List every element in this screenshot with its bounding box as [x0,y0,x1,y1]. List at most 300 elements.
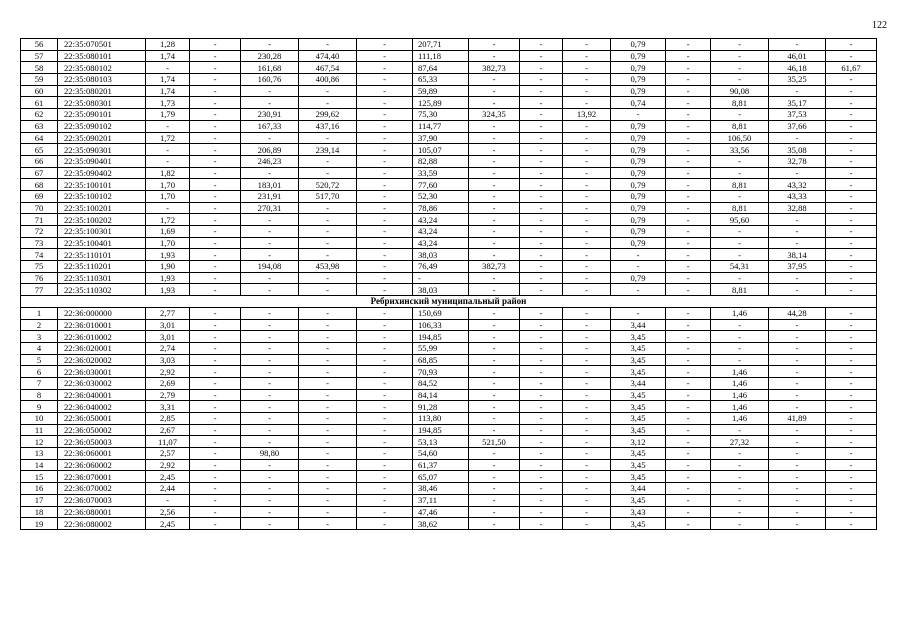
cadastral-code-cell: 22:35:080102 [58,62,146,74]
section-header-group [21,296,877,308]
value-cell: 2,92 [146,459,190,471]
value-cell: - [357,436,413,448]
value-cell: 324,35 [469,109,520,121]
value-cell: 3,45 [611,448,666,460]
value-cell: - [190,366,241,378]
value-cell: - [769,331,826,343]
value-cell: - [469,448,520,460]
value-cell: 38,14 [769,249,826,261]
value-cell: - [241,237,299,249]
value-cell: - [190,132,241,144]
value-cell: - [520,249,563,261]
value-cell: 3,45 [611,389,666,401]
value-cell: - [469,132,520,144]
value-cell: - [469,424,520,436]
value-cell: 1,46 [711,307,769,319]
value-cell: - [241,272,299,284]
value-cell: 3,31 [146,401,190,413]
value-cell: - [469,342,520,354]
value-cell: - [146,62,190,74]
cadastral-code-cell: 22:36:070002 [58,483,146,495]
value-cell: - [666,155,711,167]
value-cell: - [666,424,711,436]
value-cell: - [711,518,769,530]
value-cell: - [563,471,611,483]
row-number-cell: 1 [21,307,58,319]
table-row [21,319,877,331]
row-number-cell: 18 [21,506,58,518]
value-cell: 0,79 [611,74,666,86]
value-cell: 8,81 [711,97,769,109]
value-cell: - [299,494,357,506]
value-cell: - [769,354,826,366]
value-cell: - [469,354,520,366]
table-row [21,214,877,226]
value-cell: 3,45 [611,366,666,378]
row-number-cell: 56 [21,39,58,51]
table-row [21,85,877,97]
value-cell: - [666,237,711,249]
value-cell: - [563,413,611,425]
cadastral-code-cell: 22:35:110302 [58,284,146,296]
value-cell: - [190,237,241,249]
value-cell: - [666,389,711,401]
value-cell: 68,85 [413,354,469,366]
value-cell: 382,73 [469,62,520,74]
value-cell: - [190,109,241,121]
value-cell: - [520,319,563,331]
value-cell: - [469,284,520,296]
value-cell: 1,28 [146,39,190,51]
value-cell: - [520,261,563,273]
value-cell: - [826,342,877,354]
value-cell: - [241,226,299,238]
value-cell: - [520,50,563,62]
value-cell: 517,70 [299,190,357,202]
value-cell: 521,50 [469,436,520,448]
row-number-cell: 19 [21,518,58,530]
value-cell: - [826,109,877,121]
value-cell: - [563,249,611,261]
value-cell: - [711,155,769,167]
value-cell: - [299,39,357,51]
value-cell: 35,17 [769,97,826,109]
value-cell: - [241,39,299,51]
value-cell: 167,33 [241,120,299,132]
value-cell: - [357,167,413,179]
value-cell: - [469,518,520,530]
value-cell: - [299,354,357,366]
value-cell: - [299,97,357,109]
table-row [21,190,877,202]
cadastral-code-cell: 22:35:080103 [58,74,146,86]
value-cell: - [769,237,826,249]
row-number-cell: 2 [21,319,58,331]
value-cell: 194,85 [413,331,469,343]
cadastral-code-cell: 22:36:070003 [58,494,146,506]
value-cell: - [357,50,413,62]
value-cell: - [146,144,190,156]
value-cell: - [469,167,520,179]
value-cell: - [357,494,413,506]
value-cell: 43,24 [413,214,469,226]
value-cell: - [611,261,666,273]
value-cell: - [826,471,877,483]
value-cell: - [299,132,357,144]
value-cell: 437,16 [299,120,357,132]
cadastral-code-cell: 22:35:110101 [58,249,146,261]
value-cell: 0,79 [611,202,666,214]
value-cell: - [563,389,611,401]
value-cell: - [520,377,563,389]
value-cell: - [241,377,299,389]
value-cell: - [190,272,241,284]
value-cell: 3,45 [611,518,666,530]
value-cell: - [666,167,711,179]
value-cell: - [299,401,357,413]
value-cell: - [299,389,357,401]
value-cell: - [241,354,299,366]
value-cell: - [520,109,563,121]
value-cell: 3,45 [611,354,666,366]
value-cell: - [769,483,826,495]
value-cell: - [826,74,877,86]
table-body-district-22-35 [21,39,877,296]
value-cell: - [826,155,877,167]
row-number-cell: 60 [21,85,58,97]
value-cell: - [190,167,241,179]
cadastral-code-cell: 22:35:100401 [58,237,146,249]
value-cell: 78,86 [413,202,469,214]
value-cell: - [190,448,241,460]
value-cell: 35,08 [769,144,826,156]
row-number-cell: 10 [21,413,58,425]
value-cell: - [146,202,190,214]
cadastral-code-cell: 22:35:100301 [58,226,146,238]
value-cell: - [299,506,357,518]
value-cell: - [666,331,711,343]
row-number-cell: 15 [21,471,58,483]
value-cell: - [826,237,877,249]
row-number-cell: 77 [21,284,58,296]
value-cell: - [563,214,611,226]
value-cell: 8,81 [711,120,769,132]
value-cell: - [357,506,413,518]
value-cell: 0,79 [611,39,666,51]
value-cell: - [563,144,611,156]
value-cell: - [563,74,611,86]
table-row [21,39,877,51]
value-cell: - [826,39,877,51]
value-cell: - [299,331,357,343]
value-cell: 54,60 [413,448,469,460]
value-cell: - [190,284,241,296]
value-cell: - [469,272,520,284]
value-cell: - [826,272,877,284]
value-cell: 1,79 [146,109,190,121]
value-cell: - [469,120,520,132]
value-cell: - [563,354,611,366]
value-cell: 44,28 [769,307,826,319]
value-cell: - [826,226,877,238]
value-cell: - [563,272,611,284]
row-number-cell: 58 [21,62,58,74]
value-cell: - [241,389,299,401]
value-cell: 1,46 [711,401,769,413]
value-cell: 91,28 [413,401,469,413]
value-cell: - [520,448,563,460]
value-cell: - [826,307,877,319]
value-cell: 3,44 [611,319,666,331]
value-cell: - [241,483,299,495]
value-cell: - [357,226,413,238]
value-cell: - [190,518,241,530]
value-cell: - [190,483,241,495]
value-cell: 90,08 [711,85,769,97]
value-cell: 1,70 [146,179,190,191]
value-cell: - [563,284,611,296]
value-cell: - [469,319,520,331]
value-cell: - [357,202,413,214]
value-cell: - [826,506,877,518]
value-cell: 2,92 [146,366,190,378]
value-cell: - [666,109,711,121]
value-cell: - [826,120,877,132]
cadastral-code-cell: 22:36:010001 [58,319,146,331]
value-cell: - [190,506,241,518]
value-cell: - [666,448,711,460]
value-cell: - [190,155,241,167]
value-cell: - [190,226,241,238]
table-row [21,518,877,530]
value-cell: - [357,144,413,156]
value-cell: 3,03 [146,354,190,366]
value-cell: - [666,401,711,413]
value-cell: - [666,132,711,144]
table-row [21,226,877,238]
value-cell: - [711,424,769,436]
row-number-cell: 7 [21,377,58,389]
value-cell: - [299,319,357,331]
value-cell: - [357,249,413,261]
value-cell: - [666,471,711,483]
table-row [21,448,877,460]
value-cell: - [826,214,877,226]
value-cell: - [666,50,711,62]
value-cell: 38,03 [413,284,469,296]
cadastral-code-cell: 22:36:010002 [58,331,146,343]
value-cell: 0,79 [611,85,666,97]
value-cell: 1,46 [711,377,769,389]
value-cell: - [563,50,611,62]
value-cell: - [469,202,520,214]
table-row [21,74,877,86]
value-cell: 111,18 [413,50,469,62]
row-number-cell: 4 [21,342,58,354]
value-cell: 453,98 [299,261,357,273]
value-cell: - [190,97,241,109]
value-cell: - [769,459,826,471]
table-row [21,471,877,483]
value-cell: - [190,436,241,448]
value-cell: - [666,319,711,331]
cadastral-code-cell: 22:35:090401 [58,155,146,167]
table-row [21,331,877,343]
value-cell: - [357,448,413,460]
value-cell: 84,14 [413,389,469,401]
cadastral-code-cell: 22:36:030001 [58,366,146,378]
table-row [21,436,877,448]
value-cell: 230,91 [241,109,299,121]
table-row [21,494,877,506]
value-cell: 77,60 [413,179,469,191]
value-cell: - [299,226,357,238]
cadastral-code-cell: 22:36:050001 [58,413,146,425]
value-cell: - [190,144,241,156]
value-cell: - [563,377,611,389]
value-cell: - [563,459,611,471]
value-cell: - [666,85,711,97]
value-cell: - [357,377,413,389]
value-cell: - [520,120,563,132]
value-cell: - [357,97,413,109]
value-cell: 1,90 [146,261,190,273]
value-cell: 95,60 [711,214,769,226]
value-cell: - [190,354,241,366]
value-cell: 61,67 [826,62,877,74]
value-cell: 231,91 [241,190,299,202]
table-row [21,483,877,495]
value-cell: 1,74 [146,74,190,86]
value-cell: 106,33 [413,319,469,331]
value-cell: - [769,471,826,483]
value-cell: - [469,226,520,238]
value-cell: - [769,167,826,179]
value-cell: - [711,483,769,495]
value-cell: 106,50 [711,132,769,144]
value-cell: 37,90 [413,132,469,144]
value-cell: 43,32 [769,179,826,191]
row-number-cell: 75 [21,261,58,273]
value-cell: 54,31 [711,261,769,273]
value-cell: - [563,120,611,132]
value-cell: - [666,120,711,132]
value-cell: 59,89 [413,85,469,97]
value-cell: - [520,389,563,401]
value-cell: - [469,471,520,483]
value-cell: - [769,342,826,354]
table-row [21,342,877,354]
value-cell: - [520,506,563,518]
value-cell: - [241,342,299,354]
value-cell: - [520,342,563,354]
value-cell: - [611,249,666,261]
row-number-cell: 5 [21,354,58,366]
value-cell: - [826,261,877,273]
value-cell: - [666,226,711,238]
value-cell: - [241,494,299,506]
row-number-cell: 62 [21,109,58,121]
value-cell: - [241,459,299,471]
table-row [21,459,877,471]
value-cell: 76,49 [413,261,469,273]
cadastral-code-cell: 22:35:090102 [58,120,146,132]
value-cell: 3,45 [611,424,666,436]
value-cell: - [611,284,666,296]
value-cell: - [190,179,241,191]
value-cell: - [241,214,299,226]
row-number-cell: 9 [21,401,58,413]
value-cell: 0,79 [611,132,666,144]
value-cell: 38,46 [413,483,469,495]
cadastral-code-cell: 22:36:050003 [58,436,146,448]
value-cell: 70,93 [413,366,469,378]
value-cell: - [563,436,611,448]
value-cell: - [357,331,413,343]
value-cell: - [299,155,357,167]
value-cell: - [469,155,520,167]
value-cell: 1,74 [146,50,190,62]
value-cell: - [711,237,769,249]
cadastral-code-cell: 22:36:080001 [58,506,146,518]
value-cell: - [666,342,711,354]
value-cell: - [299,202,357,214]
value-cell: - [769,85,826,97]
cadastral-code-cell: 22:35:090101 [58,109,146,121]
value-cell: - [190,377,241,389]
value-cell: 2,45 [146,518,190,530]
cadastral-code-cell: 22:35:080301 [58,97,146,109]
value-cell: - [611,109,666,121]
value-cell: - [520,459,563,471]
value-cell: - [357,401,413,413]
value-cell: 37,66 [769,120,826,132]
row-number-cell: 57 [21,50,58,62]
value-cell: - [520,237,563,249]
value-cell: - [520,155,563,167]
table-body-district-22-36 [21,307,877,529]
value-cell: 467,54 [299,62,357,74]
value-cell: - [299,85,357,97]
value-cell: 3,43 [611,506,666,518]
value-cell: 37,53 [769,109,826,121]
value-cell: - [711,249,769,261]
value-cell: 239,14 [299,144,357,156]
value-cell: - [563,518,611,530]
cadastral-code-cell: 22:35:090402 [58,167,146,179]
value-cell: - [563,85,611,97]
cadastral-code-cell: 22:36:060001 [58,448,146,460]
value-cell: - [520,366,563,378]
value-cell: 43,24 [413,226,469,238]
value-cell: - [826,413,877,425]
value-cell: - [357,389,413,401]
value-cell: - [563,494,611,506]
value-cell: - [520,518,563,530]
value-cell: 1,93 [146,249,190,261]
value-cell: - [611,307,666,319]
value-cell: 35,25 [769,74,826,86]
value-cell: 33,59 [413,167,469,179]
value-cell: 84,52 [413,377,469,389]
value-cell: - [299,366,357,378]
value-cell: - [826,190,877,202]
value-cell: 38,03 [413,249,469,261]
value-cell: - [666,459,711,471]
value-cell: - [520,307,563,319]
value-cell: - [190,459,241,471]
value-cell: 194,08 [241,261,299,273]
